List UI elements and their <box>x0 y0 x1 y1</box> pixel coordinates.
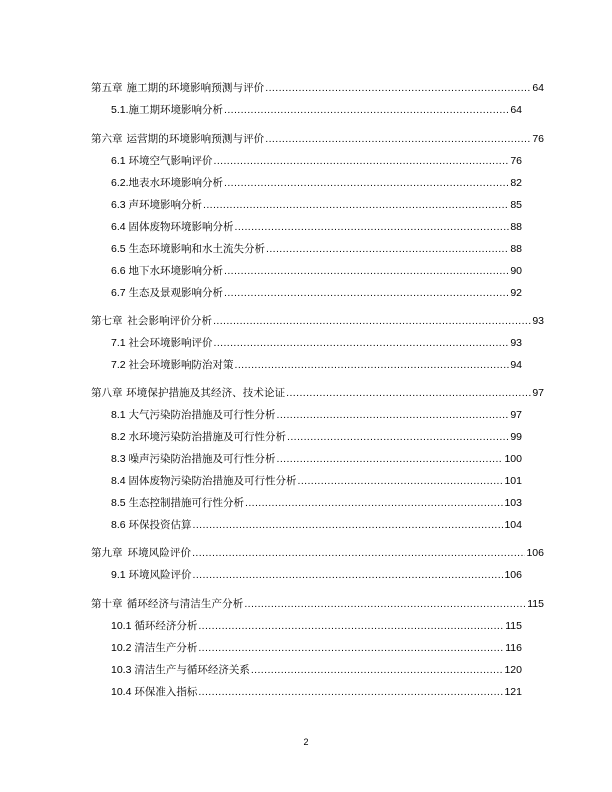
toc-section[interactable] <box>111 663 522 677</box>
toc-leader <box>265 132 531 146</box>
toc-title: 7.1 社会环境影响评价 <box>111 337 213 349</box>
page-number: 2 <box>303 737 309 747</box>
toc-title: 环境保护措施及其经济、技术论证 <box>126 387 286 399</box>
toc-leader <box>277 408 510 422</box>
toc-leader <box>198 685 503 699</box>
toc-title: 6.1 环境空气影响评价 <box>111 155 213 167</box>
toc-section[interactable] <box>111 286 522 300</box>
chapter-label: 第八章 <box>91 387 123 399</box>
toc-title: 6.2.地表水环境影响分析 <box>111 177 224 189</box>
toc-page: 100 <box>504 453 522 465</box>
toc-chapter[interactable] <box>91 597 544 611</box>
toc-leader <box>224 286 509 300</box>
toc-chapter[interactable] <box>91 132 544 146</box>
toc-leader <box>266 242 509 256</box>
toc-title: 环境风险评价 <box>127 547 192 559</box>
toc-leader <box>198 619 504 633</box>
toc-leader <box>277 452 504 466</box>
toc-page: 104 <box>504 519 522 531</box>
toc-page: 97 <box>532 387 544 399</box>
toc-page: 120 <box>504 664 522 676</box>
toc-chapter[interactable] <box>91 81 544 95</box>
toc-leader <box>214 336 510 350</box>
toc-page: 93 <box>510 337 522 349</box>
toc-section[interactable] <box>111 474 522 488</box>
toc-title: 8.4 固体废物污染防治措施及可行性分析 <box>111 475 297 487</box>
toc-page: 90 <box>510 265 522 277</box>
toc-section[interactable] <box>111 264 522 278</box>
toc-section[interactable] <box>111 336 522 350</box>
toc-leader <box>224 103 509 117</box>
toc-title: 10.4 环保准入指标 <box>111 686 198 698</box>
toc-page: 76 <box>510 155 522 167</box>
toc-leader <box>244 597 526 611</box>
toc-page: 116 <box>505 642 522 654</box>
toc-title: 循环经济与清洁生产分析 <box>126 598 244 610</box>
toc-leader <box>298 474 504 488</box>
toc-page: 94 <box>510 359 522 371</box>
chapter-label: 第六章 <box>91 133 123 145</box>
toc-leader <box>235 358 510 372</box>
toc-page: 101 <box>504 475 522 487</box>
toc-section[interactable] <box>111 242 522 256</box>
toc-title: 8.3 噪声污染防治措施及可行性分析 <box>111 453 276 465</box>
toc-page: 93 <box>532 315 544 327</box>
toc-leader <box>251 663 504 677</box>
toc-page: 106 <box>526 547 544 559</box>
toc-title: 6.5 生态环境影响和水土流失分析 <box>111 243 266 255</box>
toc-section[interactable] <box>111 358 522 372</box>
toc-page: 99 <box>510 431 522 443</box>
toc-page: 103 <box>504 497 522 509</box>
toc-section[interactable] <box>111 641 522 655</box>
toc-title: 10.2 清洁生产分析 <box>111 642 198 654</box>
chapter-label: 第七章 <box>91 315 123 327</box>
toc-leader <box>198 641 504 655</box>
toc-section[interactable] <box>111 430 522 444</box>
toc-page: 82 <box>510 177 522 189</box>
toc-section[interactable] <box>111 568 522 582</box>
toc-leader <box>193 568 504 582</box>
toc-section[interactable] <box>111 220 522 234</box>
toc-title: 7.2 社会环境影响防治对策 <box>111 359 234 371</box>
toc-section[interactable] <box>111 176 522 190</box>
toc-leader <box>287 430 509 444</box>
toc-leader <box>192 546 525 560</box>
toc-title: 6.6 地下水环境影响分析 <box>111 265 224 277</box>
toc-chapter[interactable] <box>91 386 544 400</box>
toc-section[interactable] <box>111 685 522 699</box>
toc-title: 10.1 循环经济分析 <box>111 620 198 632</box>
toc-page: 64 <box>510 104 522 116</box>
toc-page: 85 <box>510 199 522 211</box>
toc-title: 6.3 声环境影响分析 <box>111 199 203 211</box>
toc-leader <box>245 496 503 510</box>
toc-title: 9.1 环境风险评价 <box>111 569 192 581</box>
toc-page: 115 <box>505 620 522 632</box>
toc-page: 115 <box>527 598 544 610</box>
toc-section[interactable] <box>111 198 522 212</box>
chapter-label: 第五章 <box>91 82 123 94</box>
toc-title: 社会影响评价分析 <box>127 315 213 327</box>
toc-title: 运营期的环境影响预测与评价 <box>126 133 265 145</box>
toc-section[interactable] <box>111 518 522 532</box>
toc-title: 6.7 生态及景观影响分析 <box>111 287 224 299</box>
toc-title: 8.5 生态控制措施可行性分析 <box>111 497 245 509</box>
toc-page: 76 <box>532 133 544 145</box>
toc-chapter[interactable] <box>91 546 544 560</box>
toc-leader <box>286 386 531 400</box>
toc-leader <box>214 154 510 168</box>
toc-leader <box>235 220 510 234</box>
toc-section[interactable] <box>111 408 522 422</box>
toc-section[interactable] <box>111 452 522 466</box>
toc-page: 121 <box>504 686 522 698</box>
toc-leader <box>193 518 504 532</box>
toc-page: 64 <box>532 82 544 94</box>
toc-title: 8.1 大气污染防治措施及可行性分析 <box>111 409 276 421</box>
toc-page: 92 <box>510 287 522 299</box>
toc-leader <box>224 264 509 278</box>
toc-title: 8.6 环保投资估算 <box>111 519 192 531</box>
toc-page: 106 <box>504 569 522 581</box>
chapter-label: 第十章 <box>91 598 123 610</box>
toc-page: 97 <box>510 409 522 421</box>
toc-title: 10.3 清洁生产与循环经济关系 <box>111 664 250 676</box>
toc-leader <box>213 314 531 328</box>
toc-section[interactable] <box>111 496 522 510</box>
toc-title: 6.4 固体废物环境影响分析 <box>111 221 234 233</box>
toc-leader <box>203 198 509 212</box>
toc-section[interactable] <box>111 103 522 117</box>
toc-leader <box>265 81 531 95</box>
toc-title: 施工期的环境影响预测与评价 <box>126 82 265 94</box>
toc-page: 88 <box>510 243 522 255</box>
toc-section[interactable] <box>111 619 522 633</box>
toc-section[interactable] <box>111 154 522 168</box>
chapter-label: 第九章 <box>91 547 123 559</box>
toc-page: 88 <box>510 221 522 233</box>
toc-leader <box>224 176 509 190</box>
toc-title: 8.2 水环境污染防治措施及可行性分析 <box>111 431 287 443</box>
toc-title: 5.1.施工期环境影响分析 <box>111 104 224 116</box>
toc-chapter[interactable] <box>91 314 544 328</box>
